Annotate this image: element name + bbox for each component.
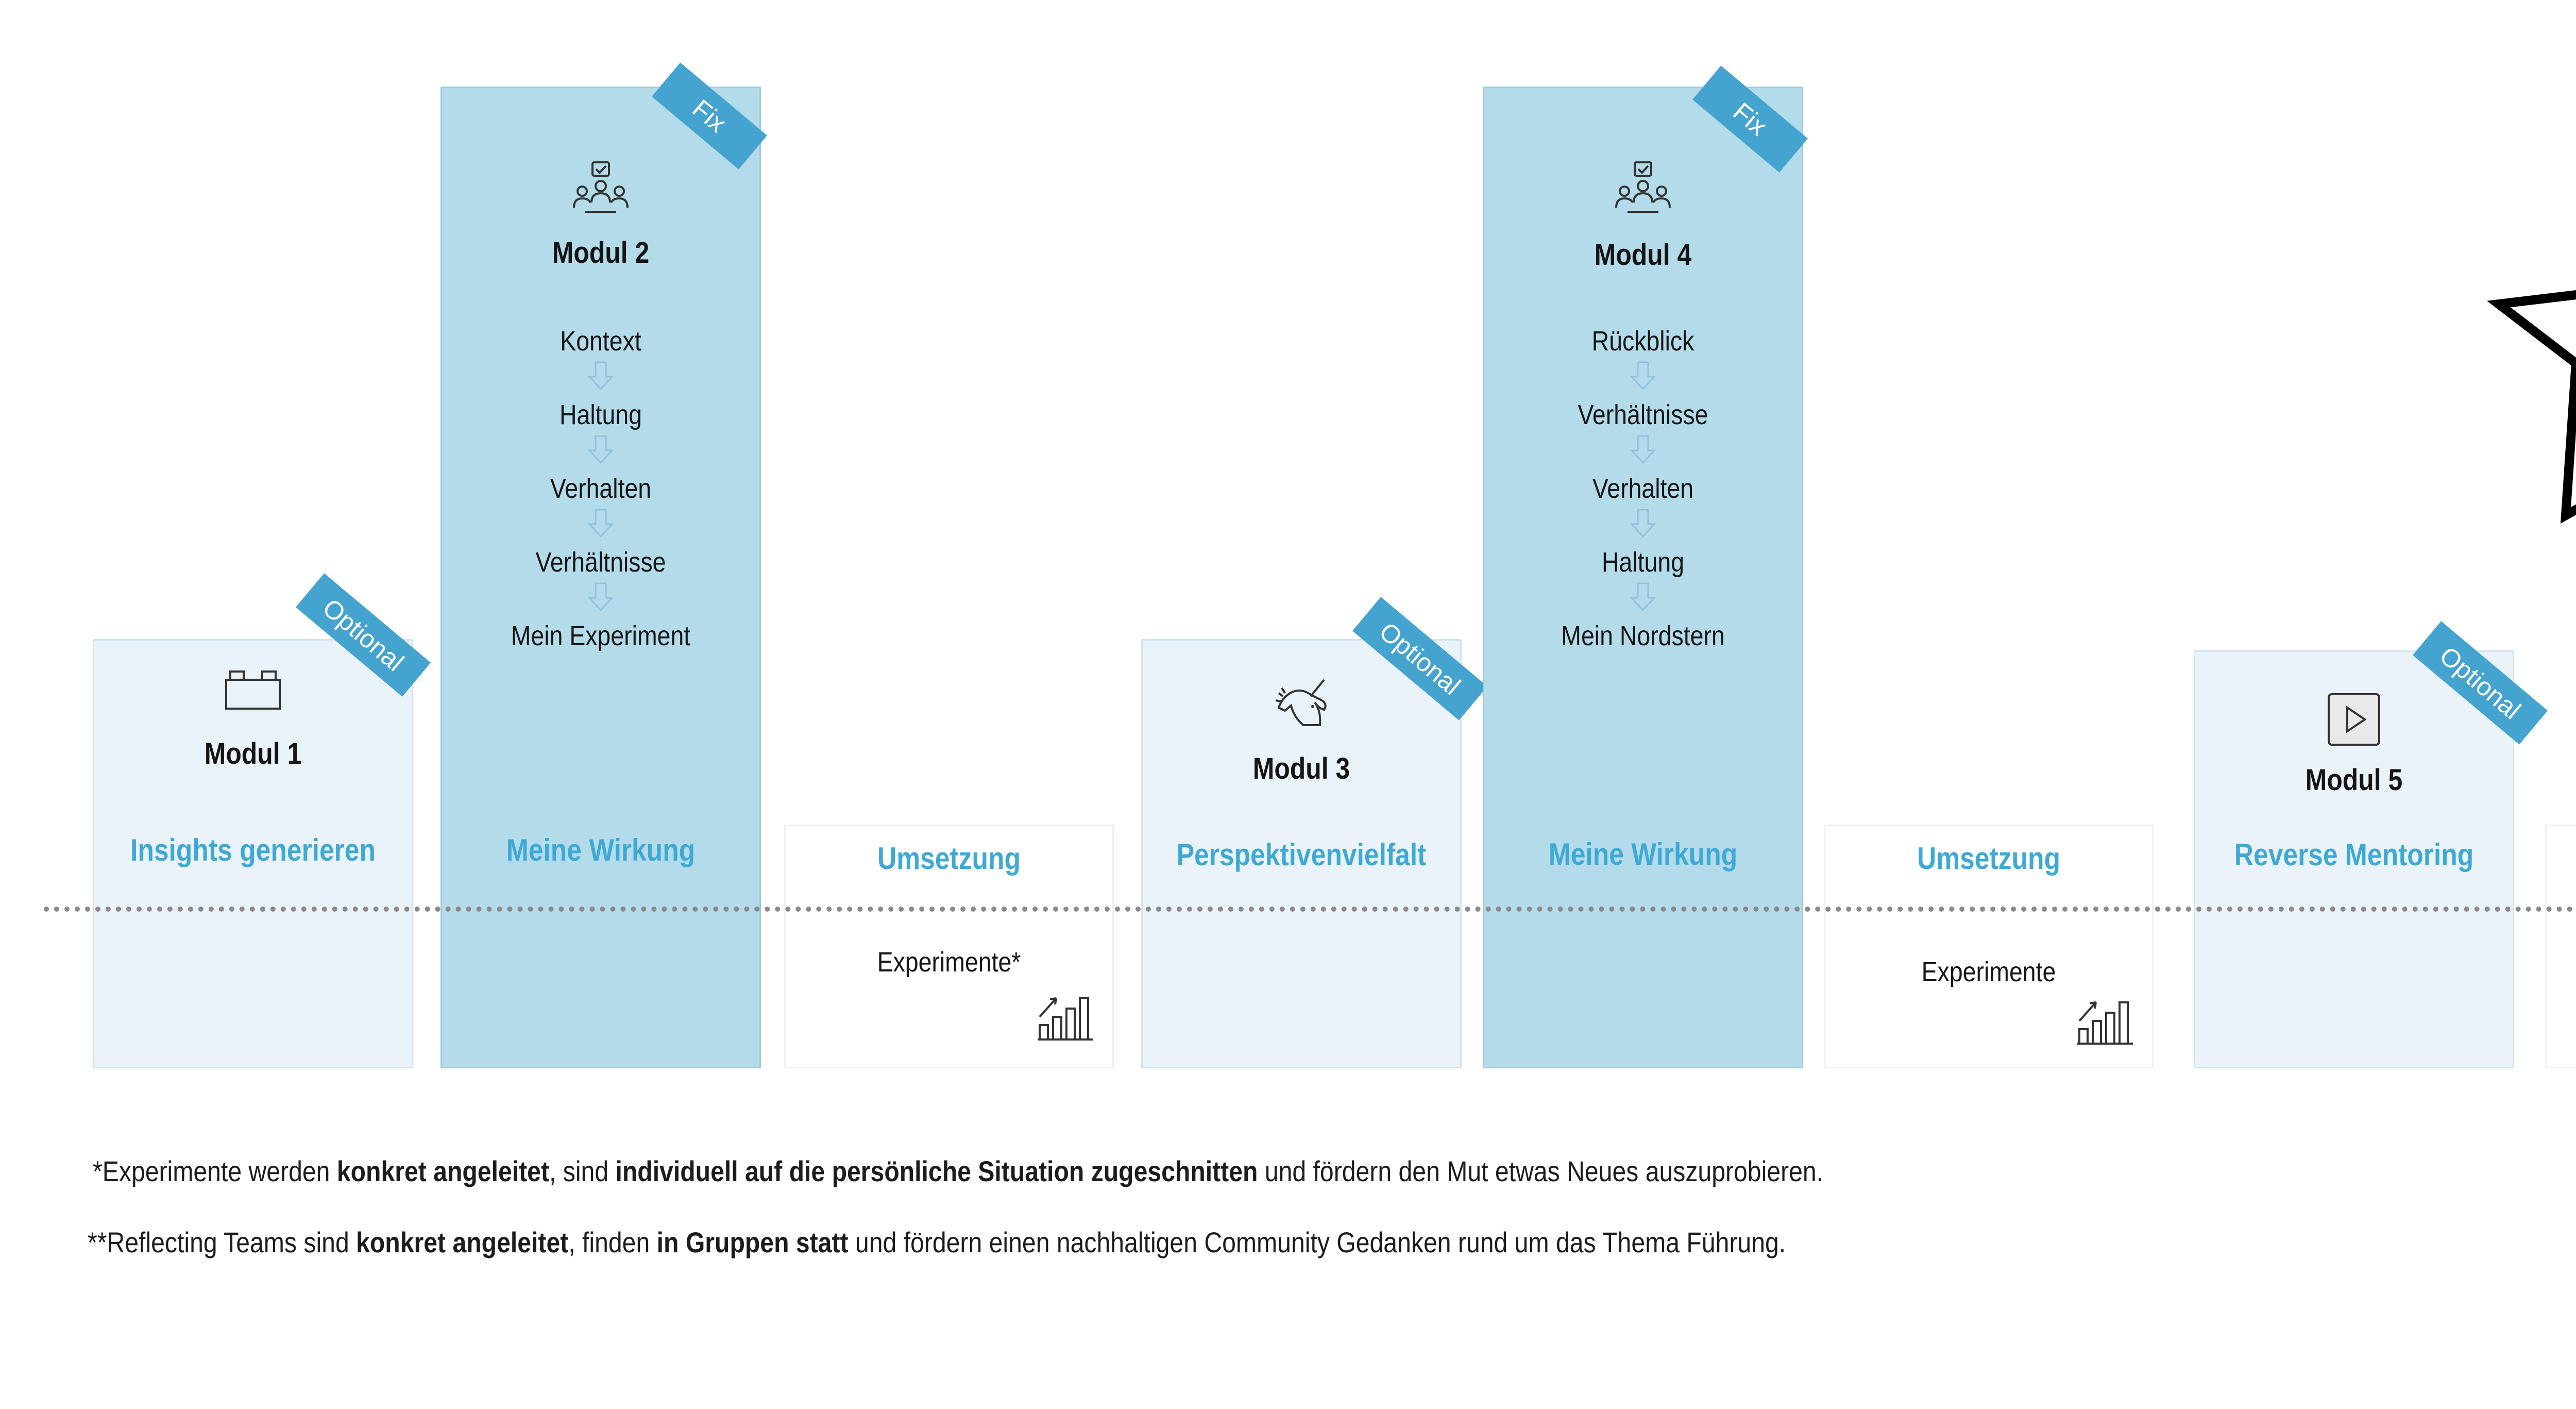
step-2: Haltung (559, 399, 642, 430)
module-2-card[interactable] (440, 87, 761, 1068)
implementation-2-card[interactable] (1824, 825, 2154, 1068)
play-video-icon (2326, 691, 2382, 748)
growth-chart-icon (2075, 990, 2137, 1047)
group-check-icon (1612, 160, 1674, 217)
module-subtitle: Perspektivenvielfalt (1176, 837, 1427, 872)
module-title: Modul 5 (2305, 763, 2403, 797)
step-1: Kontext (560, 326, 641, 357)
module-subtitle: Meine Wirkung (506, 833, 696, 867)
timeline-line (44, 907, 2576, 912)
step-2: Verhältnisse (1578, 399, 1708, 430)
module-title: Modul 2 (552, 236, 650, 270)
lego-brick-icon (222, 665, 284, 712)
module-3-card[interactable] (1141, 639, 1462, 1068)
implementation-title: Umsetzung (1917, 841, 2061, 876)
implementation-title (2570, 841, 2576, 876)
implementation-1-card[interactable] (784, 825, 1114, 1068)
module-title: Modul 4 (1594, 238, 1692, 272)
step-1: Rückblick (1591, 326, 1694, 357)
module-title: Modul 1 (204, 737, 302, 770)
fix-badge: Fix (652, 62, 767, 169)
implementation-text: Experimente (1921, 957, 2056, 987)
down-arrow-icon (1630, 435, 1656, 464)
down-arrow-icon (587, 361, 614, 390)
optional-badge: Optional (1352, 597, 1487, 720)
module-subtitle: Reverse Mentoring (2234, 837, 2474, 872)
step-3: Verhalten (550, 473, 652, 504)
module-subtitle: Insights generieren (130, 833, 376, 867)
down-arrow-icon (1630, 509, 1656, 538)
star-icon (2483, 160, 2576, 531)
module-5-card[interactable] (2194, 650, 2514, 1068)
implementation-title: Umsetzung (877, 841, 1021, 876)
down-arrow-icon (587, 509, 614, 538)
footnote-reflecting-teams: **Reflecting Teams sind konkret angeleitet, finden in Gruppen statt und fördern einen nachhaltigen Community Gedanken rund um das Thema Führung. (88, 1226, 1786, 1259)
unicorn-icon (1270, 678, 1332, 734)
implementation-text: Experimente* (877, 947, 1021, 978)
step-4: Verhältnisse (535, 547, 666, 578)
step-3: Verhalten (1592, 473, 1694, 504)
optional-badge: Optional (296, 573, 431, 696)
down-arrow-icon (1630, 361, 1656, 390)
module-4-card[interactable] (1483, 87, 1803, 1068)
step-5: Mein Experiment (511, 620, 691, 651)
step-4: Haltung (1601, 547, 1685, 578)
fix-badge: Fix (1692, 65, 1808, 172)
optional-badge: Optional (2413, 621, 2548, 744)
module-title: Modul 3 (1252, 752, 1350, 785)
down-arrow-icon (1630, 582, 1656, 611)
growth-chart-icon (1036, 986, 1097, 1043)
module-subtitle: Meine Wirkung (1548, 837, 1738, 871)
implementation-3-card[interactable] (2545, 825, 2576, 1068)
down-arrow-icon (587, 582, 614, 611)
module-1-card[interactable] (93, 639, 413, 1068)
footnote-experiments: *Experimente werden konkret angeleitet, sind individuell auf die persönliche Situation zugeschnitten und fördern den Mut etwas Neues auszuprobieren. (93, 1155, 1824, 1187)
down-arrow-icon (587, 435, 614, 464)
step-5: Mein Nordstern (1561, 620, 1725, 651)
group-check-icon (570, 160, 632, 217)
implementation-text (2570, 956, 2576, 988)
